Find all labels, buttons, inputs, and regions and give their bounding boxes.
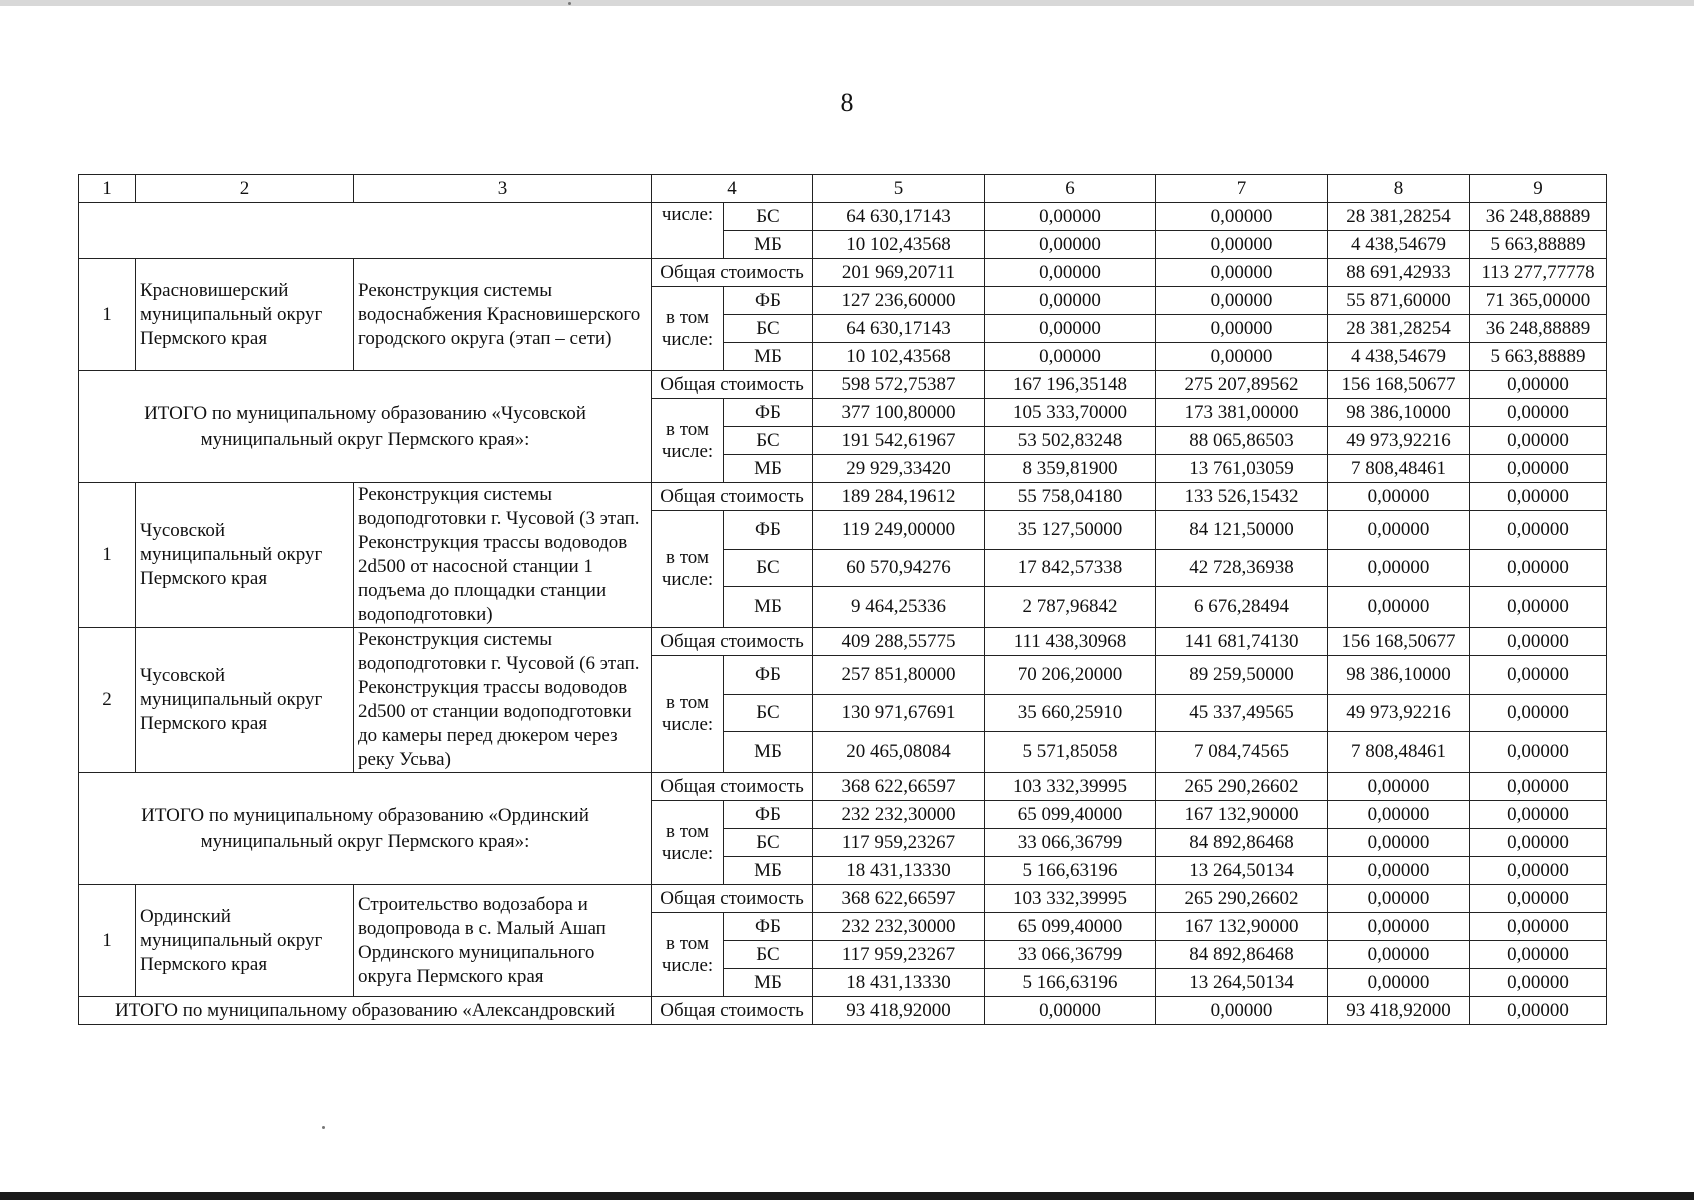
value-cell: 29 929,33420	[813, 455, 985, 483]
value-cell: 0,00000	[985, 259, 1156, 287]
value-cell: 0,00000	[1156, 203, 1328, 231]
value-cell: 0,00000	[1328, 829, 1470, 857]
value-cell: 18 431,13330	[813, 969, 985, 997]
value-cell: 232 232,30000	[813, 801, 985, 829]
value-cell: 89 259,50000	[1156, 656, 1328, 695]
header-cell: 1	[79, 175, 136, 203]
value-cell: 119 249,00000	[813, 511, 985, 550]
value-cell: 0,00000	[1470, 628, 1607, 656]
itogo-cell: ИТОГО по муниципальному образованию «Александровский	[79, 997, 652, 1025]
empty-cell	[79, 203, 652, 259]
value-cell: 4 438,54679	[1328, 231, 1470, 259]
value-cell: 0,00000	[985, 203, 1156, 231]
value-cell: 0,00000	[985, 231, 1156, 259]
value-cell: 28 381,28254	[1328, 315, 1470, 343]
value-cell: 0,00000	[1328, 801, 1470, 829]
bs-label: БС	[724, 829, 813, 857]
value-cell: 6 676,28494	[1156, 587, 1328, 628]
value-cell: 265 290,26602	[1156, 885, 1328, 913]
project-cell: Реконструкция системы водоподготовки г. Чусовой (3 этап. Реконструкция трассы водоводов 2d500 от насосной станции 1 подъема до площадки станции водоподготовки)	[354, 483, 652, 628]
value-cell: 65 099,40000	[985, 913, 1156, 941]
bs-label: БС	[724, 695, 813, 732]
value-cell: 0,00000	[1470, 941, 1607, 969]
including-tail-label: числе:	[652, 203, 724, 259]
value-cell: 111 438,30968	[985, 628, 1156, 656]
value-cell: 70 206,20000	[985, 656, 1156, 695]
including-label: в том числе:	[652, 801, 724, 885]
value-cell: 0,00000	[1470, 695, 1607, 732]
value-cell: 13 264,50134	[1156, 969, 1328, 997]
value-cell: 117 959,23267	[813, 829, 985, 857]
value-cell: 2 787,96842	[985, 587, 1156, 628]
value-cell: 103 332,39995	[985, 885, 1156, 913]
value-cell: 0,00000	[1470, 829, 1607, 857]
total-cost-label: Общая стоимость	[652, 483, 813, 511]
value-cell: 5 166,63196	[985, 969, 1156, 997]
value-cell: 53 502,83248	[985, 427, 1156, 455]
value-cell: 36 248,88889	[1470, 315, 1607, 343]
value-cell: 8 359,81900	[985, 455, 1156, 483]
value-cell: 409 288,55775	[813, 628, 985, 656]
value-cell: 13 761,03059	[1156, 455, 1328, 483]
value-cell: 105 333,70000	[985, 399, 1156, 427]
value-cell: 0,00000	[1328, 885, 1470, 913]
mb-label: МБ	[724, 732, 813, 773]
value-cell: 0,00000	[1470, 913, 1607, 941]
value-cell: 0,00000	[1470, 773, 1607, 801]
mb-label: МБ	[724, 969, 813, 997]
value-cell: 93 418,92000	[1328, 997, 1470, 1025]
value-cell: 173 381,00000	[1156, 399, 1328, 427]
table-row	[79, 483, 1607, 511]
value-cell: 93 418,92000	[813, 997, 985, 1025]
value-cell: 71 365,00000	[1470, 287, 1607, 315]
fb-label: ФБ	[724, 801, 813, 829]
value-cell: 275 207,89562	[1156, 371, 1328, 399]
value-cell: 49 973,92216	[1328, 427, 1470, 455]
district-cell: Красновишерский муниципальный округ Пермского края	[136, 259, 354, 371]
header-cell: 8	[1328, 175, 1470, 203]
value-cell: 257 851,80000	[813, 656, 985, 695]
value-cell: 0,00000	[985, 997, 1156, 1025]
value-cell: 64 630,17143	[813, 315, 985, 343]
page-number: 8	[840, 88, 854, 117]
scan-bottom-edge	[0, 1192, 1694, 1200]
value-cell: 0,00000	[1470, 455, 1607, 483]
value-cell: 10 102,43568	[813, 343, 985, 371]
header-cell: 6	[985, 175, 1156, 203]
value-cell: 0,00000	[985, 315, 1156, 343]
including-label: в том числе:	[652, 511, 724, 628]
fb-label: ФБ	[724, 913, 813, 941]
table-row	[79, 371, 1607, 399]
total-cost-label: Общая стоимость	[652, 628, 813, 656]
value-cell: 60 570,94276	[813, 550, 985, 587]
value-cell: 7 084,74565	[1156, 732, 1328, 773]
total-cost-label: Общая стоимость	[652, 259, 813, 287]
including-label: в том числе:	[652, 656, 724, 773]
value-cell: 368 622,66597	[813, 885, 985, 913]
fb-label: ФБ	[724, 399, 813, 427]
header-cell: 3	[354, 175, 652, 203]
value-cell: 55 871,60000	[1328, 287, 1470, 315]
header-row	[79, 175, 1607, 203]
value-cell: 28 381,28254	[1328, 203, 1470, 231]
value-cell: 232 232,30000	[813, 913, 985, 941]
bs-label: БС	[724, 427, 813, 455]
total-cost-label: Общая стоимость	[652, 997, 813, 1025]
value-cell: 0,00000	[1328, 773, 1470, 801]
value-cell: 113 277,77778	[1470, 259, 1607, 287]
value-cell: 84 892,86468	[1156, 829, 1328, 857]
mb-label: МБ	[724, 857, 813, 885]
funding-table	[78, 174, 1607, 1025]
value-cell: 0,00000	[1470, 732, 1607, 773]
bs-label: БС	[724, 941, 813, 969]
value-cell: 133 526,15432	[1156, 483, 1328, 511]
value-cell: 0,00000	[985, 343, 1156, 371]
value-cell: 18 431,13330	[813, 857, 985, 885]
scan-speck	[322, 1126, 325, 1129]
mb-label: МБ	[724, 343, 813, 371]
value-cell: 65 099,40000	[985, 801, 1156, 829]
district-cell: Чусовской муниципальный округ Пермского края	[136, 628, 354, 773]
scan-top-edge	[0, 0, 1694, 6]
table-row	[79, 628, 1607, 656]
row-number: 1	[79, 483, 136, 628]
value-cell: 0,00000	[1470, 801, 1607, 829]
value-cell: 88 691,42933	[1328, 259, 1470, 287]
value-cell: 0,00000	[1470, 511, 1607, 550]
value-cell: 189 284,19612	[813, 483, 985, 511]
value-cell: 167 196,35148	[985, 371, 1156, 399]
value-cell: 98 386,10000	[1328, 656, 1470, 695]
value-cell: 0,00000	[1470, 399, 1607, 427]
district-cell: Чусовской муниципальный округ Пермского края	[136, 483, 354, 628]
value-cell: 55 758,04180	[985, 483, 1156, 511]
table-row	[79, 997, 1607, 1025]
table-row	[79, 203, 1607, 231]
value-cell: 167 132,90000	[1156, 801, 1328, 829]
value-cell: 0,00000	[1470, 969, 1607, 997]
value-cell: 88 065,86503	[1156, 427, 1328, 455]
mb-label: МБ	[724, 455, 813, 483]
table-row	[79, 773, 1607, 801]
value-cell: 35 127,50000	[985, 511, 1156, 550]
value-cell: 33 066,36799	[985, 941, 1156, 969]
fb-label: ФБ	[724, 287, 813, 315]
including-label: в том числе:	[652, 399, 724, 483]
value-cell: 4 438,54679	[1328, 343, 1470, 371]
value-cell: 130 971,67691	[813, 695, 985, 732]
value-cell: 10 102,43568	[813, 231, 985, 259]
value-cell: 0,00000	[1328, 587, 1470, 628]
value-cell: 265 290,26602	[1156, 773, 1328, 801]
value-cell: 45 337,49565	[1156, 695, 1328, 732]
bs-label: БС	[724, 315, 813, 343]
value-cell: 0,00000	[1156, 315, 1328, 343]
value-cell: 0,00000	[1470, 550, 1607, 587]
value-cell: 0,00000	[1156, 343, 1328, 371]
table-row	[79, 885, 1607, 913]
value-cell: 0,00000	[1328, 969, 1470, 997]
scan-speck	[568, 2, 571, 5]
value-cell: 0,00000	[1328, 483, 1470, 511]
value-cell: 103 332,39995	[985, 773, 1156, 801]
bs-label: БС	[724, 203, 813, 231]
mb-label: МБ	[724, 231, 813, 259]
value-cell: 5 166,63196	[985, 857, 1156, 885]
value-cell: 156 168,50677	[1328, 628, 1470, 656]
value-cell: 0,00000	[1328, 511, 1470, 550]
value-cell: 167 132,90000	[1156, 913, 1328, 941]
value-cell: 5 663,88889	[1470, 231, 1607, 259]
value-cell: 7 808,48461	[1328, 732, 1470, 773]
row-number: 1	[79, 259, 136, 371]
fb-label: ФБ	[724, 656, 813, 695]
value-cell: 368 622,66597	[813, 773, 985, 801]
value-cell: 84 121,50000	[1156, 511, 1328, 550]
value-cell: 36 248,88889	[1470, 203, 1607, 231]
value-cell: 598 572,75387	[813, 371, 985, 399]
value-cell: 0,00000	[1470, 587, 1607, 628]
bs-label: БС	[724, 550, 813, 587]
total-cost-label: Общая стоимость	[652, 371, 813, 399]
value-cell: 0,00000	[1328, 550, 1470, 587]
mb-label: МБ	[724, 587, 813, 628]
value-cell: 0,00000	[1470, 371, 1607, 399]
header-cell: 7	[1156, 175, 1328, 203]
value-cell: 201 969,20711	[813, 259, 985, 287]
value-cell: 156 168,50677	[1328, 371, 1470, 399]
header-cell: 9	[1470, 175, 1607, 203]
value-cell: 127 236,60000	[813, 287, 985, 315]
value-cell: 0,00000	[985, 287, 1156, 315]
value-cell: 0,00000	[1470, 857, 1607, 885]
value-cell: 191 542,61967	[813, 427, 985, 455]
fb-label: ФБ	[724, 511, 813, 550]
value-cell: 13 264,50134	[1156, 857, 1328, 885]
including-label: в том числе:	[652, 913, 724, 997]
value-cell: 20 465,08084	[813, 732, 985, 773]
value-cell: 5 571,85058	[985, 732, 1156, 773]
district-cell: Ординский муниципальный округ Пермского края	[136, 885, 354, 997]
value-cell: 64 630,17143	[813, 203, 985, 231]
value-cell: 35 660,25910	[985, 695, 1156, 732]
value-cell: 7 808,48461	[1328, 455, 1470, 483]
value-cell: 377 100,80000	[813, 399, 985, 427]
header-cell: 4	[652, 175, 813, 203]
itogo-cell: ИТОГО по муниципальному образованию «Чусовской муниципальный округ Пермского края»:	[79, 371, 652, 483]
value-cell: 0,00000	[1156, 231, 1328, 259]
total-cost-label: Общая стоимость	[652, 885, 813, 913]
value-cell: 0,00000	[1156, 259, 1328, 287]
value-cell: 0,00000	[1470, 427, 1607, 455]
value-cell: 0,00000	[1156, 997, 1328, 1025]
including-label: в том числе:	[652, 287, 724, 371]
value-cell: 84 892,86468	[1156, 941, 1328, 969]
header-cell: 2	[136, 175, 354, 203]
row-number: 2	[79, 628, 136, 773]
value-cell: 9 464,25336	[813, 587, 985, 628]
value-cell: 17 842,57338	[985, 550, 1156, 587]
value-cell: 0,00000	[1470, 483, 1607, 511]
value-cell: 0,00000	[1328, 913, 1470, 941]
project-cell: Строительство водозабора и водопровода в с. Малый Ашап Ординского муниципального округа Пермского края	[354, 885, 652, 997]
project-cell: Реконструкция системы водоподготовки г. Чусовой (6 этап. Реконструкция трассы водоводов 2d500 от станции водоподготовки до камеры перед дюкером через реку Усьва)	[354, 628, 652, 773]
total-cost-label: Общая стоимость	[652, 773, 813, 801]
value-cell: 0,00000	[1328, 857, 1470, 885]
value-cell: 33 066,36799	[985, 829, 1156, 857]
value-cell: 0,00000	[1156, 287, 1328, 315]
value-cell: 0,00000	[1328, 941, 1470, 969]
value-cell: 5 663,88889	[1470, 343, 1607, 371]
value-cell: 49 973,92216	[1328, 695, 1470, 732]
table-row	[79, 259, 1607, 287]
value-cell: 0,00000	[1470, 997, 1607, 1025]
value-cell: 117 959,23267	[813, 941, 985, 969]
project-cell: Реконструкция системы водоснабжения Красновишерского городского округа (этап – сети)	[354, 259, 652, 371]
row-number: 1	[79, 885, 136, 997]
value-cell: 98 386,10000	[1328, 399, 1470, 427]
itogo-cell: ИТОГО по муниципальному образованию «Ординский муниципальный округ Пермского края»:	[79, 773, 652, 885]
value-cell: 42 728,36938	[1156, 550, 1328, 587]
value-cell: 141 681,74130	[1156, 628, 1328, 656]
value-cell: 0,00000	[1470, 656, 1607, 695]
header-cell: 5	[813, 175, 985, 203]
value-cell: 0,00000	[1470, 885, 1607, 913]
